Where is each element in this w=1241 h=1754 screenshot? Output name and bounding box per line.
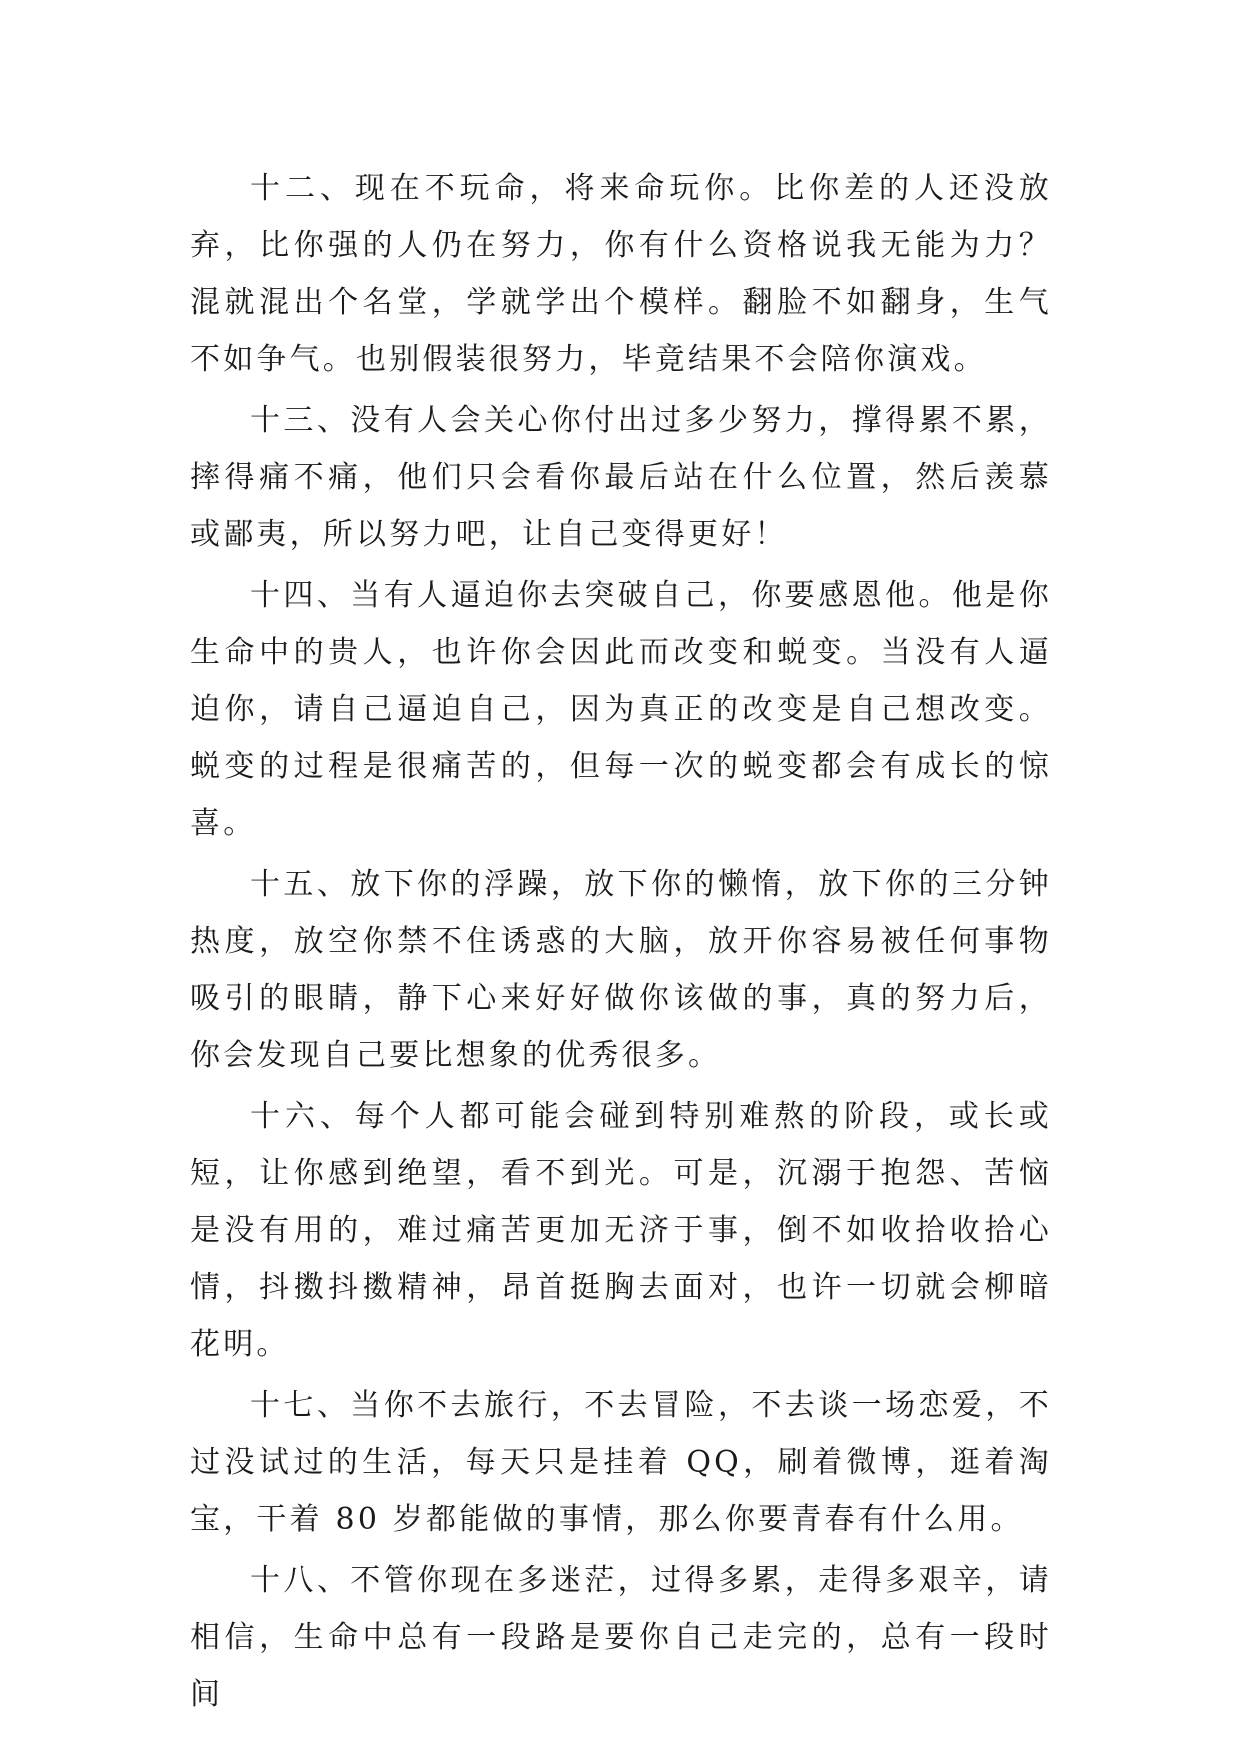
paragraph-14: 十四、当有人逼迫你去突破自己，你要感恩他。他是你生命中的贵人，也许你会因此而改变和蜕变。当没有人逼迫你，请自己逼迫自己，因为真正的改变是自己想改变。蜕变的过程是很痛苦的，但每一次的蜕变都会有成长的惊喜。 <box>190 578 1052 841</box>
paragraph-12: 十二、现在不玩命，将来命玩你。比你差的人还没放弃，比你强的人仍在努力，你有什么资格说我无能为力？混就混出个名堂，学就学出个模样。翻脸不如翻身，生气不如争气。也别假装很努力，毕竟结果不会陪你演戏。 <box>190 171 1052 377</box>
paragraph-15: 十五、放下你的浮躁，放下你的懒惰，放下你的三分钟热度，放空你禁不住诱惑的大脑，放开你容易被任何事物吸引的眼睛，静下心来好好做你该做的事，真的努力后，你会发现自己要比想象的优秀很多。 <box>190 867 1052 1073</box>
paragraph-17: 十七、当你不去旅行，不去冒险，不去谈一场恋爱，不过没试过的生活，每天只是挂着 QQ，刷着微博，逛着淘宝，干着 80 岁都能做的事情，那么你要青春有什么用。 <box>190 1388 1052 1537</box>
document-body <box>190 160 1052 1723</box>
paragraph-16: 十六、每个人都可能会碰到特别难熬的阶段，或长或短，让你感到绝望，看不到光。可是，沉溺于抱怨、苦恼是没有用的，难过痛苦更加无济于事，倒不如收拾收拾心情，抖擞抖擞精神，昂首挺胸去面对，也许一切就会柳暗花明。 <box>190 1099 1052 1362</box>
paragraph-13: 十三、没有人会关心你付出过多少努力，撑得累不累，摔得痛不痛，他们只会看你最后站在什么位置，然后羡慕或鄙夷，所以努力吧，让自己变得更好！ <box>190 403 1052 552</box>
paragraph-18: 十八、不管你现在多迷茫，过得多累，走得多艰辛，请相信，生命中总有一段路是要你自己走完的，总有一段时间 <box>190 1563 1052 1712</box>
